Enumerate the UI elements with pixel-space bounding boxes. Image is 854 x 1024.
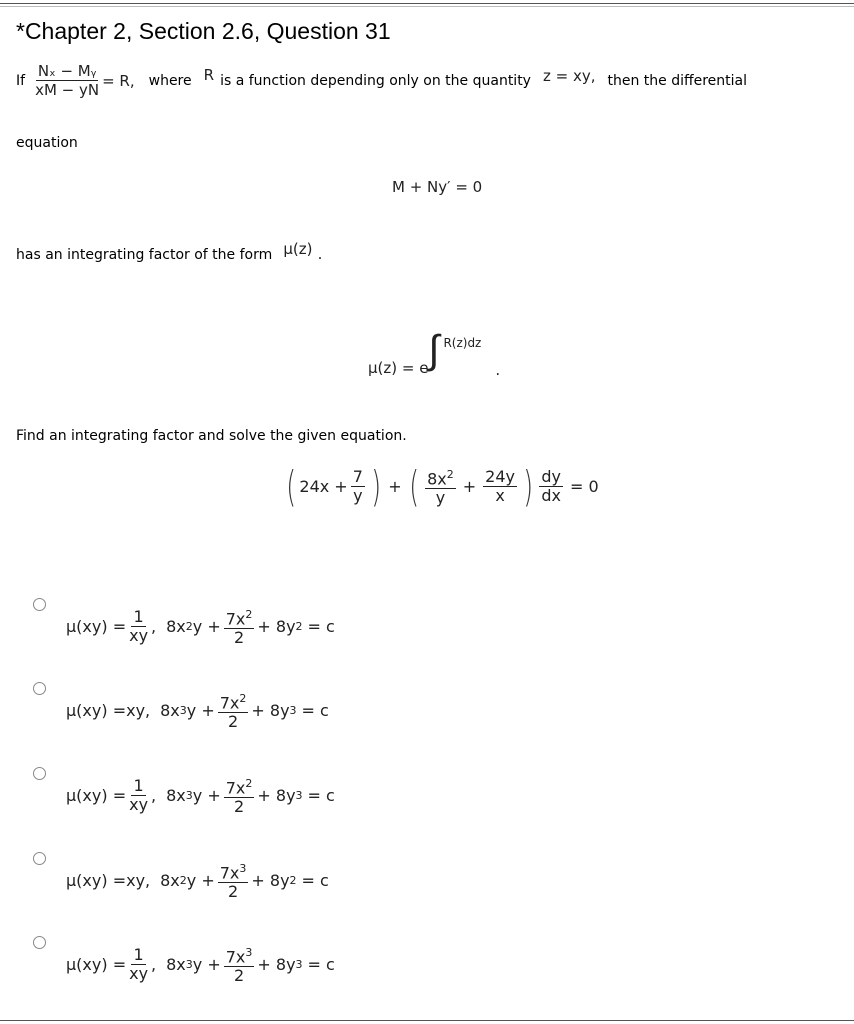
has-line (16, 240, 323, 263)
intro-middle-text: is a function depending only on the quantity (220, 72, 531, 89)
mu-z: μ(z) (283, 240, 313, 258)
period: . (495, 361, 501, 379)
ratio-fraction: $\frac{\text{Nₓ − Mᵧ}}{xM - yN}$ (35, 62, 100, 99)
answer-radio-2[interactable] (33, 682, 46, 695)
integrating-factor-formula (368, 305, 501, 379)
differential-equation-general: M + Ny′ = 0 (392, 178, 483, 196)
answer-radio-4[interactable] (33, 852, 46, 865)
integral-sign: ∫ (428, 327, 440, 373)
answer-radio-5[interactable] (33, 936, 46, 949)
has-text: has an integrating factor of the form (16, 247, 273, 263)
answer-radio-1[interactable] (33, 598, 46, 611)
intro-end-text: then the differential (607, 72, 748, 89)
exponent: R(z)dz (443, 336, 482, 350)
period: . (317, 245, 323, 263)
given-equation: ( 24x + $\frac{7}{y}$ ) + ( $\frac{8x^2}{y}$ + $\frac{24y}{x}$ ) $\frac{dy}{dx}$ = 0 (286, 462, 599, 511)
bottom-border (0, 1020, 854, 1021)
question-title: *Chapter 2, Section 2.6, Question 31 (16, 18, 391, 44)
instruction-text: Find an integrating factor and solve the given equation. (16, 428, 407, 444)
mu-lhs: μ(z) = e (368, 359, 429, 377)
equation-word: equation (16, 135, 78, 151)
answer-option-3: μ(xy) = $\frac{1}{xy}$ , 8x 3 y + $\frac{7x^2}{2}$ + 8y 3 = c (66, 776, 335, 817)
answer-option-2: μ(xy) = xy , 8x 3 y + $\frac{7x^2}{2}$ + 8y 3 = c (66, 692, 329, 732)
intro-line (16, 62, 747, 99)
top-border-inner (0, 6, 854, 7)
equals-r: = R, (102, 71, 135, 90)
top-border (0, 3, 854, 4)
answer-option-4: μ(xy) = xy , 8x 2 y + $\frac{7x^3}{2}$ + 8y 2 = c (66, 862, 329, 902)
answer-radio-3[interactable] (33, 767, 46, 780)
z-definition: z = xy, (542, 66, 596, 85)
answer-option-1: μ(xy) = $\frac{1}{xy}$ , 8x 2 y + $\frac{7x^2}{2}$ + 8y 2 = c (66, 607, 335, 648)
if-text: If (16, 72, 26, 89)
where-text: where (148, 72, 192, 89)
r-symbol: R (203, 65, 215, 84)
answer-option-5: μ(xy) = $\frac{1}{xy}$ , 8x 3 y + $\frac{7x^3}{2}$ + 8y 3 = c (66, 945, 335, 986)
